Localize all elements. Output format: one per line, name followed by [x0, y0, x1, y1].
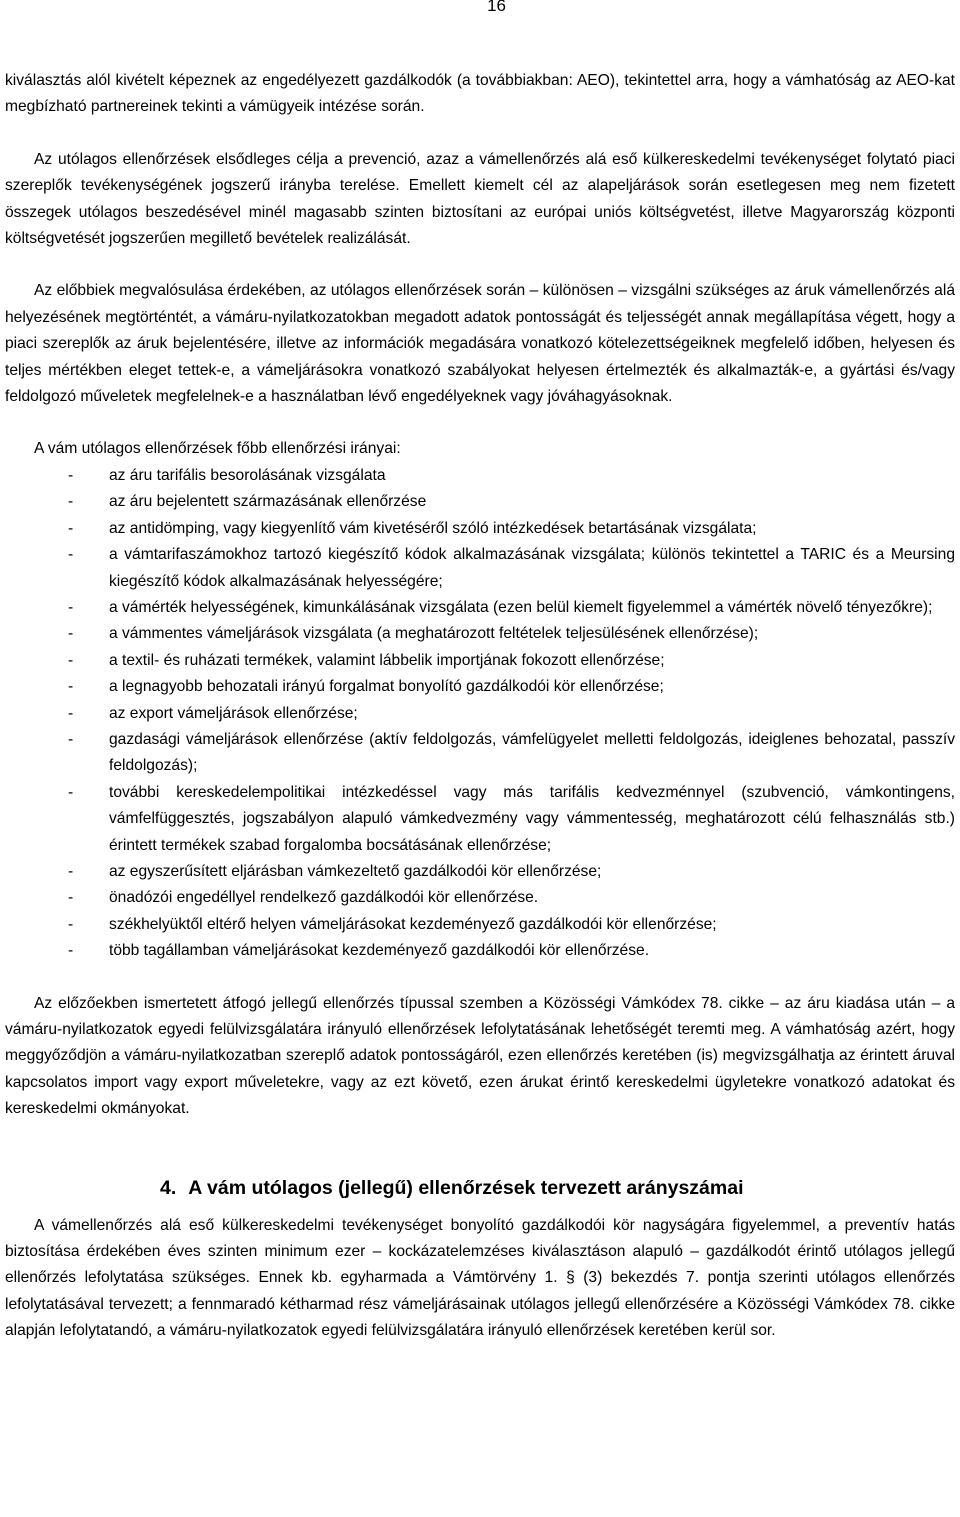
dash-bullet: -	[68, 519, 74, 537]
document-body	[5, 68, 955, 1345]
dash-bullet: -	[68, 889, 74, 907]
dash-bullet: -	[68, 704, 74, 722]
paragraph-aeo-exception: kiválasztás alól kivételt képeznek az engedélyezett gazdálkodók (a továbbiakban: AEO), tekintettel arra, hogy a vámhatóság az AEO-kat megbízható partnereinek tekinti a vámügyeik intézése során.	[5, 72, 955, 116]
list-item	[5, 885, 955, 911]
list-item-text: a vámmentes vámeljárások vizsgálata (a meghatározott feltételek teljesülésének ellenőrzése);	[109, 625, 759, 643]
dash-bullet: -	[68, 942, 74, 960]
list-item-text: további kereskedelempolitikai intézkedéssel vagy más tarifális kedvezménnyel (szubvenció, vámkontingens, vámfelfüggesztés, jogszabályon alapuló vámkedvezmény vagy vámmentesség, meghatározott célú felhasználás stb.) érintett termékek szabad forgalomba bocsátásának ellenőrzése;	[109, 783, 955, 854]
section-title: A vám utólagos (jellegű) ellenőrzések tervezett arányszámai	[188, 1176, 744, 1199]
list-item	[5, 516, 955, 542]
paragraph-planned-ratios: A vámellenőrzés alá eső külkereskedelmi tevékenységet bonyolító gazdálkodói kör nagyságára figyelemmel, a preventív hatás biztosítása érdekében éves szinten minimum ezer – kockázatelemzéses kiválasztáson alapuló – gazdálkodót érintő utólagos jellegű ellenőrzés lefolytatása szükséges. Ennek kb. egyharmada a Vámtörvény 1. § (3) bekezdés 7. pontja szerinti utólagos ellenőrzés lefolytatásával tervezett; a fennmaradó kétharmad rész vámeljárásainak utólagos jellegű ellenőrzésére a Közösségi Vámkódex 78. cikke alapján lefolytatandó, a vámáru-nyilatkozatok egyedi felülvizsgálatára irányuló ellenőrzések keretében kerül sor.	[5, 1216, 955, 1340]
dash-bullet: -	[68, 493, 74, 511]
dash-bullet: -	[68, 678, 74, 696]
list-item	[5, 701, 955, 727]
list-item-text: az egyszerűsített eljárásban vámkezeltető gazdálkodói kör ellenőrzése;	[109, 862, 602, 880]
list-item	[5, 463, 955, 489]
list-item-text: több tagállamban vámeljárásokat kezdeményező gazdálkodói kör ellenőrzése.	[109, 942, 650, 960]
list-item	[5, 621, 955, 647]
dash-bullet: -	[68, 730, 74, 748]
list-item-text: a vámérték helyességének, kimunkálásának vizsgálata (ezen belül kiemelt figyelemmel a vámérték növelő tényezőkre);	[109, 598, 933, 616]
list-item-text: a textil- és ruházati termékek, valamint lábbelik importjának fokozott ellenőrzése;	[109, 651, 665, 669]
list-item-text: az áru bejelentett származásának ellenőrzése	[109, 493, 427, 511]
dash-bullet: -	[68, 625, 74, 643]
inspection-directions-list	[5, 463, 955, 965]
dash-bullet: -	[68, 466, 74, 484]
section-number: 4.	[160, 1176, 177, 1199]
list-item	[5, 912, 955, 938]
dash-bullet: -	[68, 598, 74, 616]
paragraph-prevention-goal: Az utólagos ellenőrzések elsődleges célja a prevenció, azaz a vámellenőrzés alá eső külkereskedelmi tevékenységet folytató piaci szereplők tevékenységének jogszerű irányba terelése. Emellett kiemelt cél az alapeljárások során esetlegesen meg nem fizetett összegek utólagos beszedésével minél magasabb szinten biztosítani az európai uniós költségvetést, illetve Magyarország központi költségvetését jogszerűen megillető bevételek realizálását.	[5, 150, 955, 248]
list-item-text: gazdasági vámeljárások ellenőrzése (aktív feldolgozás, vámfelügyelet melletti feldolgozás, ideiglenes behozatal, passzív feldolgozás);	[109, 730, 955, 775]
page-number: 16	[487, 0, 506, 15]
list-item-text: a vámtarifaszámokhoz tartozó kiegészítő kódok alkalmazásának vizsgálata; különös tekintettel a TARIC és a Meursing kiegészítő kódok alkalmazásának helyességére;	[109, 546, 955, 590]
list-item	[5, 938, 955, 964]
dash-bullet: -	[68, 915, 74, 933]
list-intro: A vám utólagos ellenőrzések főbb ellenőrzési irányai:	[34, 440, 401, 458]
list-item	[5, 727, 955, 780]
dash-bullet: -	[68, 783, 74, 801]
dash-bullet: -	[68, 546, 74, 564]
list-item-text: a legnagyobb behozatali irányú forgalmat bonyolító gazdálkodói kör ellenőrzése;	[109, 678, 664, 696]
section-heading	[5, 1173, 955, 1203]
list-item	[5, 674, 955, 700]
list-item	[5, 648, 955, 674]
paragraph-customs-code-78: Az előzőekben ismertetett átfogó jellegű ellenőrzés típussal szemben a Közösségi Vámkódex 78. cikke – az áru kiadása után – a vámáru-nyilatkozatok egyedi felülvizsgálatára irányuló ellenőrzések lefolytatásának lehetőségét teremti meg. A vámhatóság azért, hogy meggyőződjön a vámáru-nyilatkozatban szereplő adatok pontosságáról, ezen ellenőrzés keretében (is) megvizsgálhatja az érintett áruval kapcsolatos import vagy export műveletekre, vagy az ezt követő, ezen árukat érintő kereskedelmi ügyletekre vonatkozó adatokat és kereskedelmi okmányokat.	[5, 994, 955, 1118]
dash-bullet: -	[68, 862, 74, 880]
list-item-text: székhelyüktől eltérő helyen vámeljárásokat kezdeményező gazdálkodói kör ellenőrzése;	[109, 915, 717, 933]
dash-bullet: -	[68, 651, 74, 669]
list-item-text: önadózói engedéllyel rendelkező gazdálkodói kör ellenőrzése.	[109, 889, 539, 907]
list-item	[5, 489, 955, 515]
list-item-text: az export vámeljárások ellenőrzése;	[109, 704, 358, 722]
list-item	[5, 542, 955, 595]
list-item-text: az áru tarifális besorolásának vizsgálata	[109, 466, 386, 484]
list-item-text: az antidömping, vagy kiegyenlítő vám kivetéséről szóló intézkedések betartásának vizsgálata;	[109, 519, 757, 537]
list-item	[5, 780, 955, 859]
paragraph-inspection-scope: Az előbbiek megvalósulása érdekében, az utólagos ellenőrzések során – különösen – vizsgálni szükséges az áruk vámellenőrzés alá helyezésének megtörténtét, a vámáru-nyilatkozatokban megadott adatok pontosságát és teljességét annak megállapítása végett, hogy a piaci szereplők az áruk bejelentésére, illetve az információk megadására vonatkozó kötelezettségeiknek megfelelő időben, helyesen és teljes mértékben eleget tettek-e, a vámeljárásokra vonatkozó szabályokat helyesen értelmezték és alkalmazták-e, a gyártási és/vagy feldolgozó műveletek megfelelnek-e a használatban lévő engedélyeknek vagy jóváhagyásoknak.	[5, 282, 955, 406]
list-item	[5, 859, 955, 885]
list-item	[5, 595, 955, 621]
